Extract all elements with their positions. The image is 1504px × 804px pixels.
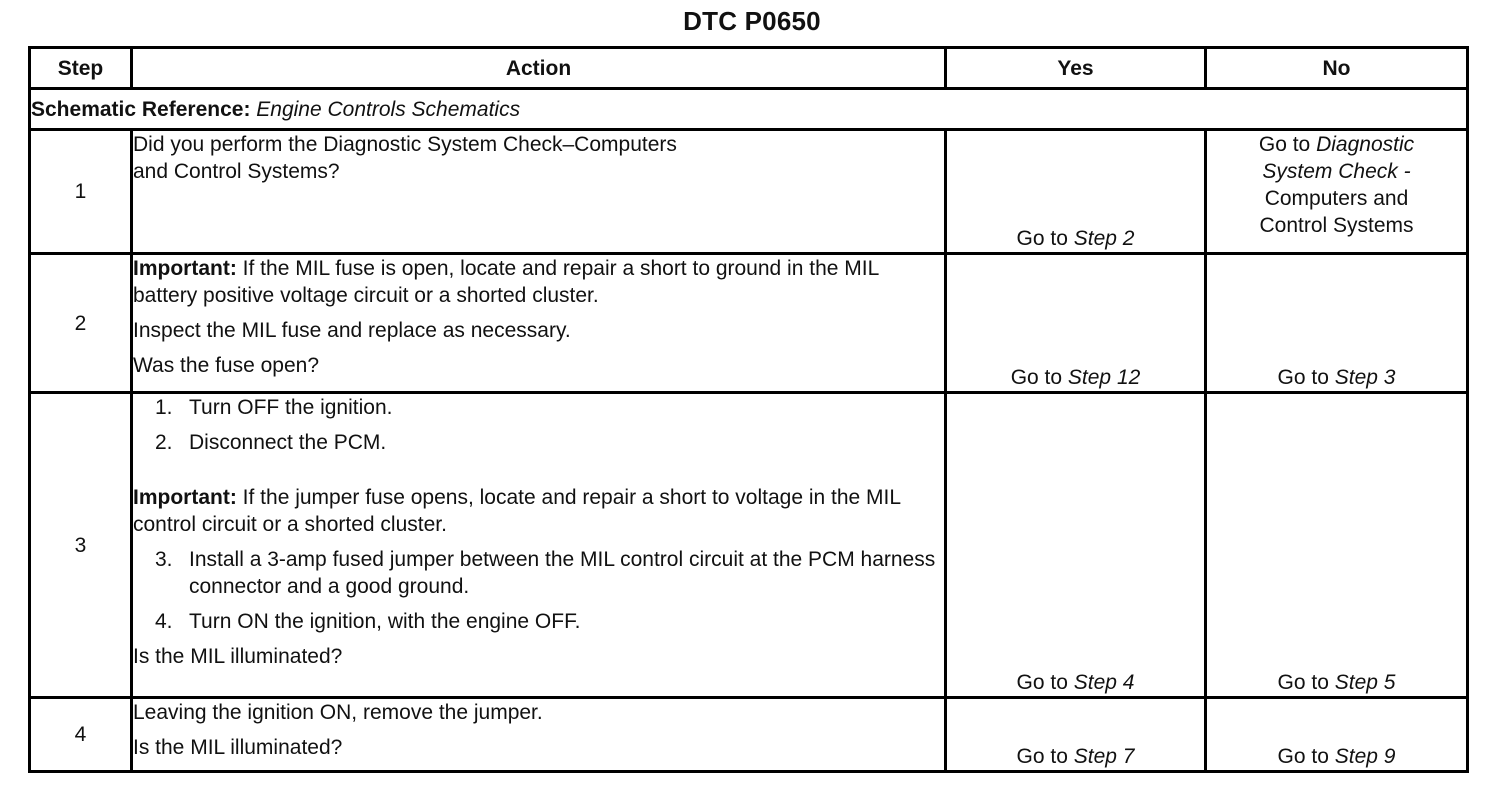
step-row-3 xyxy=(30,393,1468,698)
step-action xyxy=(132,698,946,772)
step-link[interactable]: Step 12 xyxy=(1067,366,1141,389)
yes-cell xyxy=(946,254,1206,393)
go-to-label: Go to xyxy=(1016,671,1068,694)
list-text: Turn OFF the ignition. xyxy=(189,396,393,419)
important-note xyxy=(133,255,944,309)
step-action xyxy=(132,130,946,254)
schematic-reference xyxy=(30,89,1468,130)
important-text: If the jumper fuse opens, locate and repair a short to voltage in the MIL control circuit or a shorted cluster. xyxy=(133,486,901,536)
step-link[interactable]: Step 4 xyxy=(1073,671,1135,694)
step-link[interactable]: Step 2 xyxy=(1073,227,1135,250)
header-yes: Yes xyxy=(946,48,1206,89)
list-number: 1. xyxy=(155,396,173,419)
instruction-text: Inspect the MIL fuse and replace as necessary. xyxy=(133,319,571,342)
no-cell xyxy=(1206,393,1468,698)
go-to-label: Go to xyxy=(1258,133,1311,156)
header-step: Step xyxy=(30,48,132,89)
list-text: Disconnect the PCM. xyxy=(189,431,387,454)
step-link[interactable]: Step 9 xyxy=(1334,745,1396,768)
instruction-text: Leaving the ignition ON, remove the jumper. xyxy=(133,701,543,724)
list-item xyxy=(133,394,944,421)
question-line: and Control Systems? xyxy=(133,160,340,183)
go-to-label: Go to xyxy=(1010,366,1063,389)
list-number: 2. xyxy=(155,431,173,454)
go-to-label: Go to xyxy=(1277,366,1329,389)
question-text: Is the MIL illuminated? xyxy=(133,645,343,668)
go-to-label: Go to xyxy=(1016,745,1068,768)
schematic-link[interactable]: Engine Controls Schematics xyxy=(256,97,521,121)
page-title: DTC P0650 xyxy=(683,6,821,36)
step-action xyxy=(132,393,946,698)
question-line: Did you perform the Diagnostic System Check–Computers xyxy=(133,133,677,156)
go-to-label: Go to xyxy=(1277,745,1329,768)
step-number: 4 xyxy=(30,698,132,772)
step-row-2 xyxy=(30,254,1468,393)
important-label: Important: xyxy=(133,486,237,509)
step-action xyxy=(132,254,946,393)
step-row-1 xyxy=(30,130,1468,254)
important-note xyxy=(133,484,944,538)
schematic-label: Schematic Reference: xyxy=(31,97,251,121)
no-cell xyxy=(1206,698,1468,772)
dtc-table xyxy=(28,46,1469,773)
step-number: 1 xyxy=(30,130,132,254)
list-text: Turn ON the ignition, with the engine OFF. xyxy=(189,610,581,633)
step-link[interactable]: Step 5 xyxy=(1334,671,1396,694)
header-action: Action xyxy=(132,48,946,89)
list-item xyxy=(133,608,944,635)
header-no: No xyxy=(1206,48,1468,89)
yes-cell xyxy=(946,393,1206,698)
header-row xyxy=(30,48,1468,89)
list-number: 3. xyxy=(155,548,173,571)
question-text: Was the fuse open? xyxy=(133,354,320,377)
go-to-label: Go to xyxy=(1016,227,1068,250)
step-link[interactable]: Step 3 xyxy=(1334,366,1396,389)
step-number: 2 xyxy=(30,254,132,393)
step-row-4 xyxy=(30,698,1468,772)
no-cell xyxy=(1206,130,1468,254)
no-cell xyxy=(1206,254,1468,393)
list-item xyxy=(133,429,944,456)
yes-cell xyxy=(946,130,1206,254)
diagnostic-link-line: Control Systems xyxy=(1259,214,1414,237)
list-item xyxy=(133,546,944,600)
diagnostic-link[interactable]: Diagnostic xyxy=(1316,133,1415,156)
step-number: 3 xyxy=(30,393,132,698)
diagnostic-link-line[interactable]: System Check - xyxy=(1262,160,1411,183)
important-label: Important: xyxy=(133,257,237,280)
step-link[interactable]: Step 7 xyxy=(1073,745,1135,768)
go-to-label: Go to xyxy=(1277,671,1329,694)
list-number: 4. xyxy=(155,610,173,633)
important-text: If the MIL fuse is open, locate and repair a short to ground in the MIL battery positive voltage circuit or a shorted cluster. xyxy=(133,257,879,307)
schematic-reference-row xyxy=(30,89,1468,130)
question-text: Is the MIL illuminated? xyxy=(133,736,343,759)
list-text: Install a 3-amp fused jumper between the MIL control circuit at the PCM harness connector and a good ground. xyxy=(189,548,936,598)
diagnostic-link-line: Computers and xyxy=(1264,187,1409,210)
yes-cell xyxy=(946,698,1206,772)
